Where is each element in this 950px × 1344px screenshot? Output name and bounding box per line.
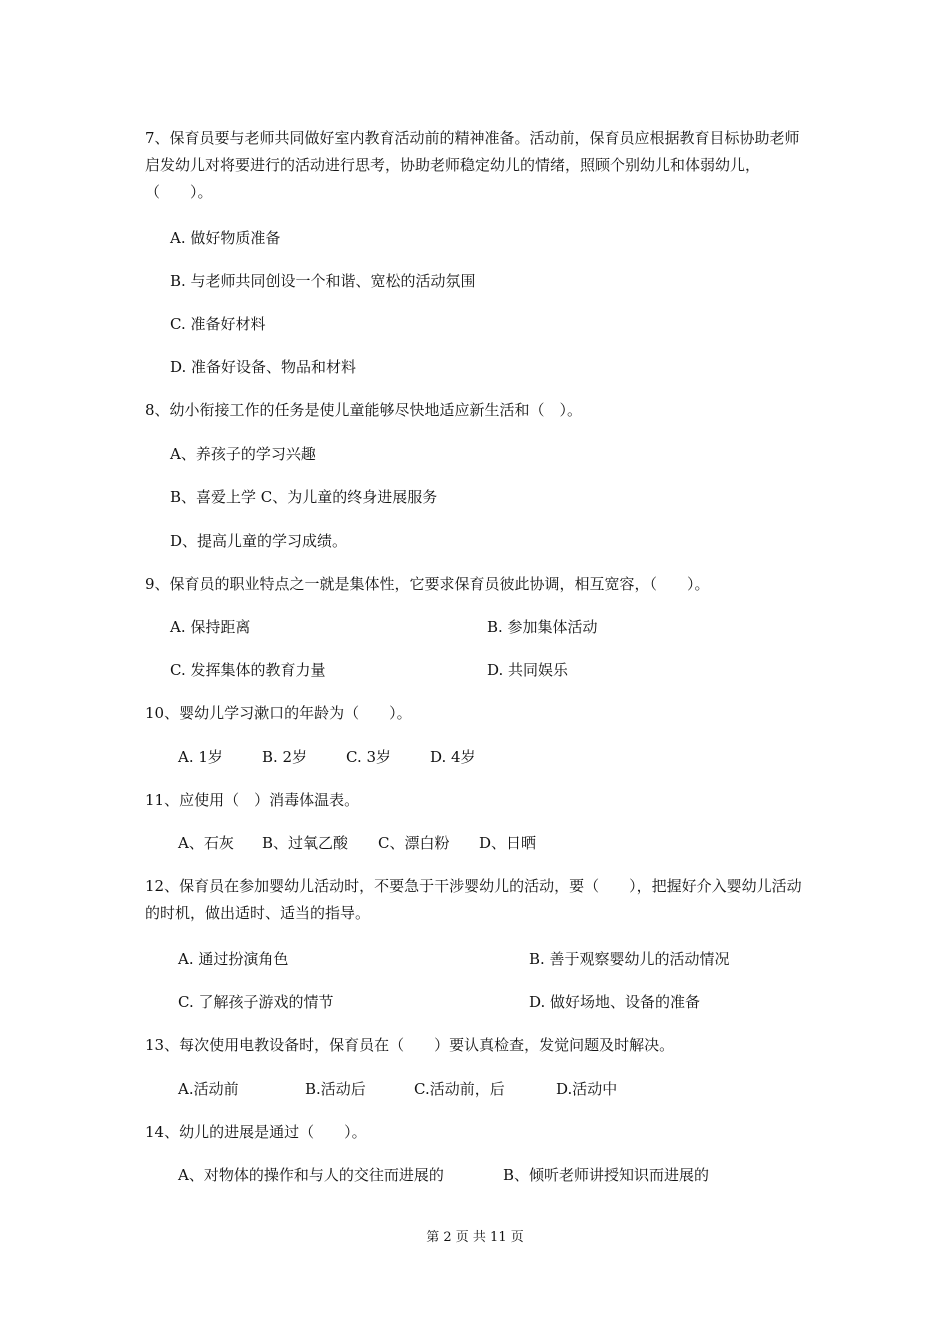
question-8-option-d: D、提高儿童的学习成绩。: [170, 532, 348, 550]
question-11-option-a: A、石灰: [178, 834, 234, 852]
question-13-option-c: C.活动前，后: [414, 1080, 505, 1098]
question-12-option-a: A. 通过扮演角色: [178, 950, 289, 968]
question-11-stem: 11、应使用（ ）消毒体温表。: [145, 791, 360, 809]
question-7-option-b: B. 与老师共同创设一个和谐、宽松的活动氛围: [170, 272, 476, 290]
question-10-option-a: A. 1岁: [178, 748, 223, 766]
question-11-option-c: C、漂白粉: [378, 834, 450, 852]
question-13-option-b: B.活动后: [305, 1080, 366, 1098]
question-9-option-c: C. 发挥集体的教育力量: [170, 661, 326, 679]
question-9-stem: 9、保育员的职业特点之一就是集体性，它要求保育员彼此协调，相互宽容，（ ）。: [145, 575, 710, 593]
question-10-option-b: B. 2岁: [262, 748, 308, 766]
question-7-option-c: C. 准备好材料: [170, 315, 266, 333]
question-12-stem: 12、保育员在参加婴幼儿活动时，不要急于干涉婴幼儿的活动，要（ ），把握好介入婴幼儿活动的时机，做出适时、适当的指导。: [145, 877, 802, 922]
question-10-option-d: D. 4岁: [430, 748, 476, 766]
question-7-option-a: A. 做好物质准备: [170, 229, 281, 247]
question-12-option-b: B. 善于观察婴幼儿的活动情况: [529, 950, 730, 968]
question-10-option-c: C. 3岁: [346, 748, 392, 766]
question-10-stem: 10、婴幼儿学习漱口的年龄为（ ）。: [145, 704, 412, 722]
question-14-option-b: B、倾听老师讲授知识而进展的: [503, 1166, 710, 1184]
page-number-footer: 第 2 页 共 11 页: [426, 1230, 524, 1245]
question-7-stem: 7、保育员要与老师共同做好室内教育活动前的精神准备。活动前，保育员应根据教育目标协助老师启发幼儿对将要进行的活动进行思考，协助老师稳定幼儿的情绪，照顾个别幼儿和体弱幼儿，（ ）。: [145, 129, 800, 201]
question-8-option-a: A、养孩子的学习兴趣: [170, 445, 316, 463]
question-9-option-b: B. 参加集体活动: [487, 618, 598, 636]
question-14-stem: 14、幼儿的进展是通过（ ）。: [145, 1123, 367, 1141]
question-11-option-d: D、日晒: [479, 834, 537, 852]
question-13-option-d: D.活动中: [556, 1080, 618, 1098]
question-11-option-b: B、过氧乙酸: [262, 834, 349, 852]
question-7-option-d: D. 准备好设备、物品和材料: [170, 358, 357, 376]
question-9-option-a: A. 保持距离: [170, 618, 251, 636]
question-8-stem: 8、幼小衔接工作的任务是使儿童能够尽快地适应新生活和（ ）。: [145, 401, 583, 419]
question-12-option-c: C. 了解孩子游戏的情节: [178, 993, 334, 1011]
question-8-option-bc: B、喜爱上学 C、为儿童的终身进展服务: [170, 488, 438, 506]
question-12-option-d: D. 做好场地、设备的准备: [529, 993, 701, 1011]
question-13-option-a: A.活动前: [178, 1080, 239, 1098]
question-9-option-d: D. 共同娱乐: [487, 661, 569, 679]
question-14-option-a: A、对物体的操作和与人的交往而进展的: [178, 1166, 444, 1184]
question-13-stem: 13、每次使用电教设备时，保育员在（ ）要认真检查，发觉问题及时解决。: [145, 1036, 675, 1054]
